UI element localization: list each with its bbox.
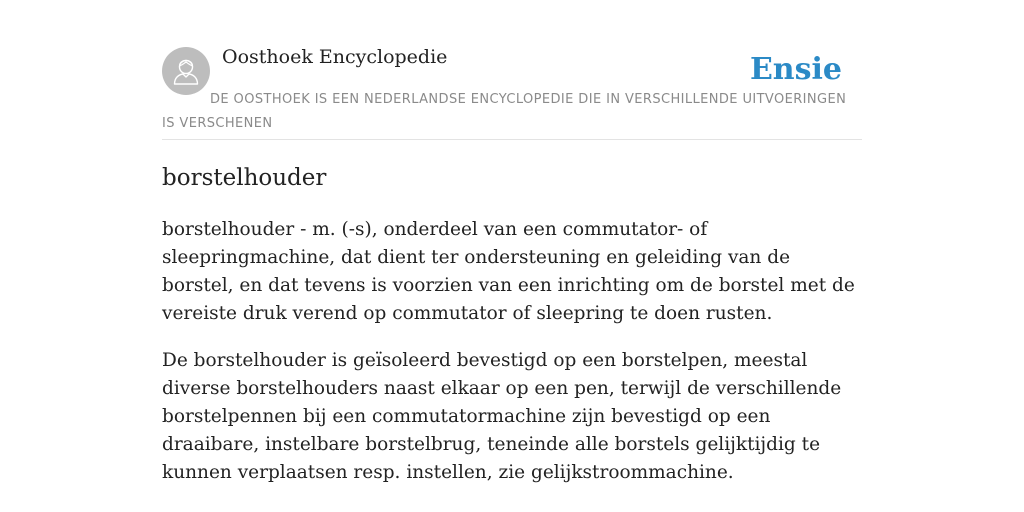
- article-paragraph: De borstelhouder is geïsoleerd bevestigd op een borstelpen, meestal diverse borstelhouders naast elkaar op een pen, terwijl de verschillende borstelpennen bij een commutatormachine zijn bevestigd op een draaibare, instelbare borstelbrug, teneinde alle borstels gelijktijdig te kunnen verplaatsen resp. instellen, zie gelijkstroommachine.: [162, 350, 842, 483]
- article-content: [162, 216, 862, 506]
- article-paragraph: borstelhouder - m. (-s), onderdeel van een commutator- of sleepringmachine, dat dient ter ondersteuning en geleiding van de borstel, en dat tevens is voorzien van een inrichting om de borstel met de vereiste druk verend op commutator of sleepring te doen rusten.: [162, 219, 855, 324]
- source-description: DE OOSTHOEK IS EEN NEDERLANDSE ENCYCLOPEDIE DIE IN VERSCHILLENDE UITVOERINGEN IS VERSCHENEN: [162, 92, 847, 131]
- source-name[interactable]: Oosthoek Encyclopedie: [222, 46, 448, 68]
- article-card: [162, 0, 862, 512]
- article-title: borstelhouder: [162, 165, 327, 191]
- brand-logo[interactable]: Ensie: [749, 52, 842, 87]
- divider: [162, 139, 862, 140]
